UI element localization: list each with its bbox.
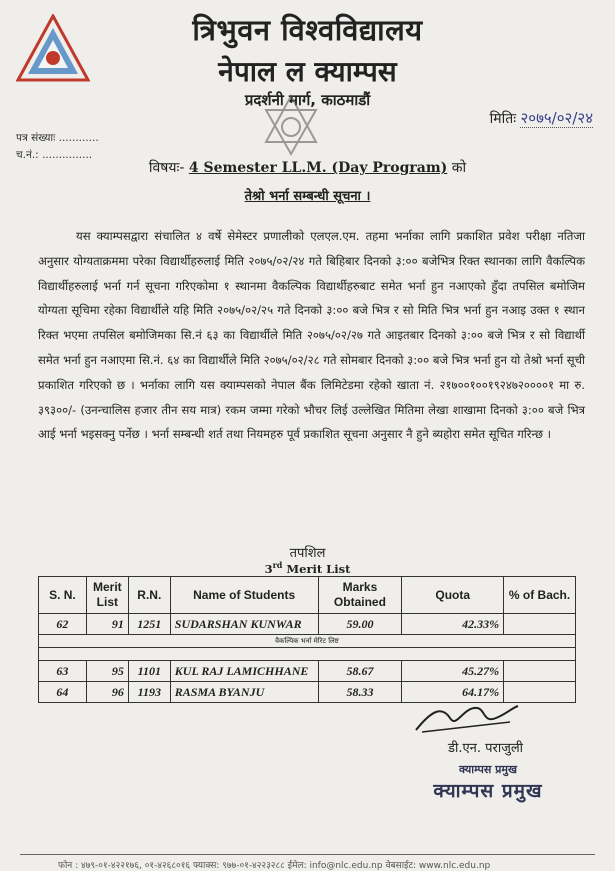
date-block xyxy=(490,108,593,128)
merit-title-ordinal: rd xyxy=(272,560,283,570)
university-name: त्रिभुवन विश्वविद्यालय xyxy=(192,13,423,47)
campus-chief-stamp xyxy=(418,762,558,803)
dispatch-no-value: ............... xyxy=(42,149,93,161)
blank-cell xyxy=(39,648,576,661)
campus-seal-icon xyxy=(262,92,320,162)
cell-rn: 1193 xyxy=(128,682,170,703)
merit-list-title xyxy=(0,560,615,576)
alternate-list-label: वैकल्पिक भर्ना मेरिट लिष्ट xyxy=(39,635,576,648)
subject-suffix: को xyxy=(451,160,467,176)
signatory-name: डी.एन. पराजुली xyxy=(448,741,524,756)
cell-merit: 95 xyxy=(86,661,128,682)
campus-address: प्रदर्शनी मार्ग, काठमाडौं xyxy=(244,91,371,109)
table-caption: तपशिल xyxy=(289,546,326,561)
cell-bach xyxy=(504,614,576,635)
date-value: २०७५/०२/२४ xyxy=(520,109,593,127)
merit-table xyxy=(38,576,576,703)
cell-sn: 63 xyxy=(39,661,87,682)
cell-marks: 58.33 xyxy=(318,682,402,703)
cell-quota: 64.17% xyxy=(402,682,504,703)
col-name: Name of Students xyxy=(170,577,318,614)
dispatch-no-label: च.नं.: xyxy=(16,149,39,161)
merit-title-text: Merit List xyxy=(282,561,351,576)
notice-body: यस क्याम्पसद्वारा संचालित ४ वर्षे सेमेस्टर प्रणालीको एलएल.एम. तहमा भर्नाका लागि प्रकाशित प्रवेश परीक्षा नतिजा अनुसार योग्यताक्रममा परेका विद्यार्थीहरुलाई मिति २०७५/०२/२४ गते बिहिबार दिनको ३:०० बजेभित्र रिक्त स्थानका लागि वैकल्पिक विद्यार्थीहरुलाई भर्ना गर्न सूचना गरिएकोमा १ स्थानमा वैकल्पिक विद्यार्थीहरुबाट समेत भर्ना हुन नआएको हुँदा तपसिल बमोजिम योग्यता सूचिमा रहेका विद्यार्थीले यहि मिति २०७५/०२/२५ गते दिनको ३:०० बजे भित्र र सो मिति भित्र भर्ना हुन नआइ उक्त १ स्थान रिक्त भएमा तपसिल बमोजिमका सि.नं ६३ का विद्यार्थीले मिति २०७५/०२/२७ गते आइतबार दिनको ३:०० बजे भित्र र सो विद्यार्थी समेत भर्ना हुन नआएमा सि.नं. ६४ का विद्यार्थीले मिति २०७५/०२/२८ गते सोमबार दिनको ३:०० बजे भित्र भर्ना हुन यो तेश्रो भर्ना सूची प्रकाशित गरिएको छ । भर्नाका लागि यस क्याम्पसको नेपाल बैंक लिमिटेडमा रहेको खाता नं. २१७००१००१९२४७२००००१ मा रु. ३९३००/- (उनन्चालिस हजार तीन सय मात्र) रकम जम्मा गरेको भौचर लिई उल्लेखित मितिमा लेखा शाखामा दिनको ३:०० बजे भित्र आई भर्ना भइसक्नु पर्नेछ । भर्ना सम्बन्धी शर्त तथा नियमहरु पूर्व प्रकाशित सूचना अनुसार नै हुने ब्यहोरा समेत सूचित गरिन्छ । xyxy=(38,229,585,442)
separator-row xyxy=(39,635,576,648)
cell-merit: 91 xyxy=(86,614,128,635)
cell-quota: 42.33% xyxy=(402,614,504,635)
footer-contact: फोन : ४७९-०१-४२२१७६, ०१-४२६८०१६ फ्याक्स: ९७७-०१-४२२३२८८ ईमेल: info@nlc.edu.np वेबसाईट: www.nlc.edu.np xyxy=(58,861,491,871)
signature xyxy=(412,700,522,736)
col-merit: Merit List xyxy=(86,577,128,614)
col-rn: R.N. xyxy=(128,577,170,614)
cell-rn: 1251 xyxy=(128,614,170,635)
col-marks: Marks Obtained xyxy=(318,577,402,614)
cell-marks: 59.00 xyxy=(318,614,402,635)
footer-divider xyxy=(20,854,595,855)
subject-label: विषयः- xyxy=(148,160,185,176)
table-row xyxy=(39,661,576,682)
col-quota: Quota xyxy=(402,577,504,614)
cell-quota: 45.27% xyxy=(402,661,504,682)
cell-sn: 62 xyxy=(39,614,87,635)
cell-bach xyxy=(504,661,576,682)
stamp-title-large: क्याम्पस प्रमुख xyxy=(433,780,543,802)
col-bach: % of Bach. xyxy=(504,577,576,614)
merit-title-number: 3 xyxy=(264,561,273,576)
letter-no-label: पत्र संख्याः xyxy=(16,132,56,144)
table-header-row xyxy=(39,577,576,614)
cell-sn: 64 xyxy=(39,682,87,703)
subject-line xyxy=(0,158,615,177)
cell-merit: 96 xyxy=(86,682,128,703)
table-row xyxy=(39,614,576,635)
cell-name: RASMA BYANJU xyxy=(170,682,318,703)
cell-name: KUL RAJ LAMICHHANE xyxy=(170,661,318,682)
date-label: मितिः xyxy=(489,111,517,127)
notice-title: तेश्रो भर्ना सम्बन्धी सूचना । xyxy=(244,189,371,204)
col-sn: S. N. xyxy=(39,577,87,614)
subject-program: 4 Semester LL.M. (Day Program) xyxy=(188,160,448,176)
cell-name: SUDARSHAN KUNWAR xyxy=(170,614,318,635)
campus-name: नेपाल ल क्याम्पस xyxy=(218,55,397,88)
letter-no-value: ............ xyxy=(58,132,99,144)
cell-marks: 58.67 xyxy=(318,661,402,682)
cell-rn: 1101 xyxy=(128,661,170,682)
stamp-title-small: क्याम्पस प्रमुख xyxy=(459,763,517,776)
blank-row xyxy=(39,648,576,661)
